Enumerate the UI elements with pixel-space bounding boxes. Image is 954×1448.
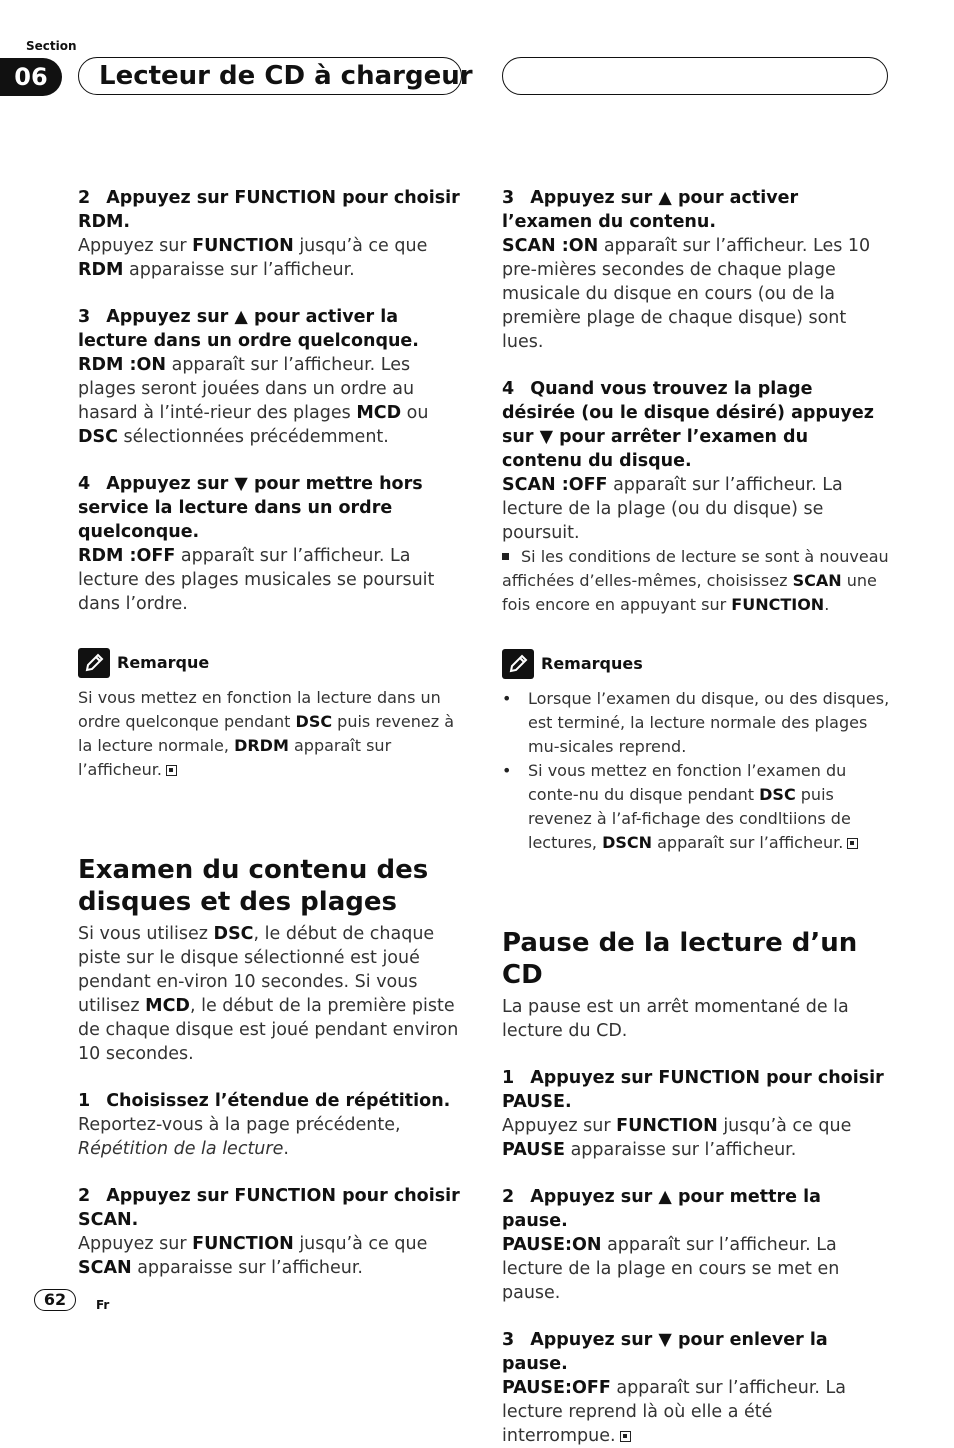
chapter-title-empty-box xyxy=(502,57,888,95)
language-code: Fr xyxy=(96,1298,110,1312)
step-3-rdm-body: RDM :ON apparaît sur l’afficheur. Les plages seront jouées dans un ordre au hasard à l’inté-rieur des plages MCD ou DSC sélectionnées précédemment. xyxy=(78,355,429,447)
page-number: 62 xyxy=(34,1289,76,1311)
step-3-scan-title: 3 Appuyez sur ▲ pour activer l’examen du contenu. xyxy=(502,188,799,232)
end-mark-icon xyxy=(166,765,177,776)
step-4-scan-title: 4 Quand vous trouvez la plage désirée (ou le disque désiré) appuyez sur ▼ pour arrêter l’examen du contenu du disque. xyxy=(502,379,874,471)
list-item: • Lorsque l’examen du disque, ou des disques, est terminé, la lecture normale des plages mu-sicales reprend. xyxy=(502,687,890,759)
step-4-rdm-title: 4 Appuyez sur ▼ pour mettre hors service la lecture dans un ordre quelconque. xyxy=(78,474,423,542)
step-3-scan-body: SCAN :ON apparaît sur l’afficheur. Les 10 pre-mières secondes de chaque plage musicale du disque en cours (ou de la première plage de chaque disque) sont lues. xyxy=(502,236,871,352)
note-body: Si vous mettez en fonction la lecture dans un ordre quelconque pendant DSC puis revenez à la lecture normale, DRDM apparaît sur l’afficheur. xyxy=(78,688,454,779)
step-4-rdm-body: RDM :OFF apparaît sur l’afficheur. La lecture des plages musicales se poursuit dans l’ordre. xyxy=(78,546,435,614)
step-2-rdm-body: Appuyez sur FUNCTION jusqu’à ce que RDM apparaisse sur l’afficheur. xyxy=(78,236,428,280)
list-item: • Si vous mettez en fonction l’examen du conte-nu du disque pendant DSC puis revenez à l’af-fichage des condltiions de lectures, DSCN apparaît sur l’afficheur. xyxy=(502,759,890,855)
note-title: Remarque xyxy=(117,653,210,672)
section-scan-intro: Si vous utilisez DSC, le début de chaque piste sur le disque sélectionné est joué pendant en-viron 10 secondes. Si vous utilisez MCD, le début de la première piste de chaque disque est joué pendant environ 10 secondes. xyxy=(78,924,459,1064)
end-mark-icon xyxy=(847,838,858,849)
notes-header xyxy=(502,649,890,679)
step-1-scan-body: Reportez-vous à la page précédente, Répétition de la lecture. xyxy=(78,1115,401,1159)
note-header xyxy=(78,648,466,678)
notes-list xyxy=(502,687,890,855)
step-4-scan-body: SCAN :OFF apparaît sur l’afficheur. La lecture de la plage (ou du disque) se poursuit. xyxy=(502,475,843,543)
square-bullet-icon xyxy=(502,553,509,560)
notes-title: Remarques xyxy=(541,654,643,673)
right-column xyxy=(502,186,890,1448)
step-3-rdm-title: 3 Appuyez sur ▲ pour activer la lecture dans un ordre quelconque. xyxy=(78,307,419,351)
step-1-pause-body: Appuyez sur FUNCTION jusqu’à ce que PAUSE apparaisse sur l’afficheur. xyxy=(502,1116,852,1160)
section-number-badge: 06 xyxy=(0,58,62,96)
pencil-note-icon xyxy=(78,648,110,678)
step-2-scan-body: Appuyez sur FUNCTION jusqu’à ce que SCAN apparaisse sur l’afficheur. xyxy=(78,1234,428,1278)
section-pause-intro: La pause est un arrêt momentané de la lecture du CD. xyxy=(502,997,849,1041)
chapter-title: Lecteur de CD à chargeur xyxy=(78,57,462,95)
step-4-scan-subnote: Si les conditions de lecture se sont à nouveau affichées d’elles-mêmes, choisissez SCAN une fois encore en appuyant sur FUNCTION. xyxy=(502,547,889,614)
step-1-scan-title: 1 Choisissez l’étendue de répétition. xyxy=(78,1091,451,1111)
section-label: Section xyxy=(26,39,77,53)
step-2-rdm-title: 2 Appuyez sur FUNCTION pour choisir RDM. xyxy=(78,188,460,232)
step-2-pause-body: PAUSE:ON apparaît sur l’afficheur. La lecture de la plage en cours se met en pause. xyxy=(502,1235,840,1303)
step-2-scan-title: 2 Appuyez sur FUNCTION pour choisir SCAN. xyxy=(78,1186,460,1230)
step-2-pause-title: 2 Appuyez sur ▲ pour mettre la pause. xyxy=(502,1187,821,1231)
section-heading-pause: Pause de la lecture d’un CD xyxy=(502,928,858,990)
end-mark-icon xyxy=(620,1431,631,1442)
section-heading-scan: Examen du contenu des disques et des plages xyxy=(78,855,429,917)
step-3-pause-title: 3 Appuyez sur ▼ pour enlever la pause. xyxy=(502,1330,828,1374)
pencil-note-icon xyxy=(502,649,534,679)
left-column xyxy=(78,186,466,1280)
step-1-pause-title: 1 Appuyez sur FUNCTION pour choisir PAUSE. xyxy=(502,1068,884,1112)
step-3-pause-body: PAUSE:OFF apparaît sur l’afficheur. La lecture reprend là où elle a été interrompue. xyxy=(502,1378,847,1446)
